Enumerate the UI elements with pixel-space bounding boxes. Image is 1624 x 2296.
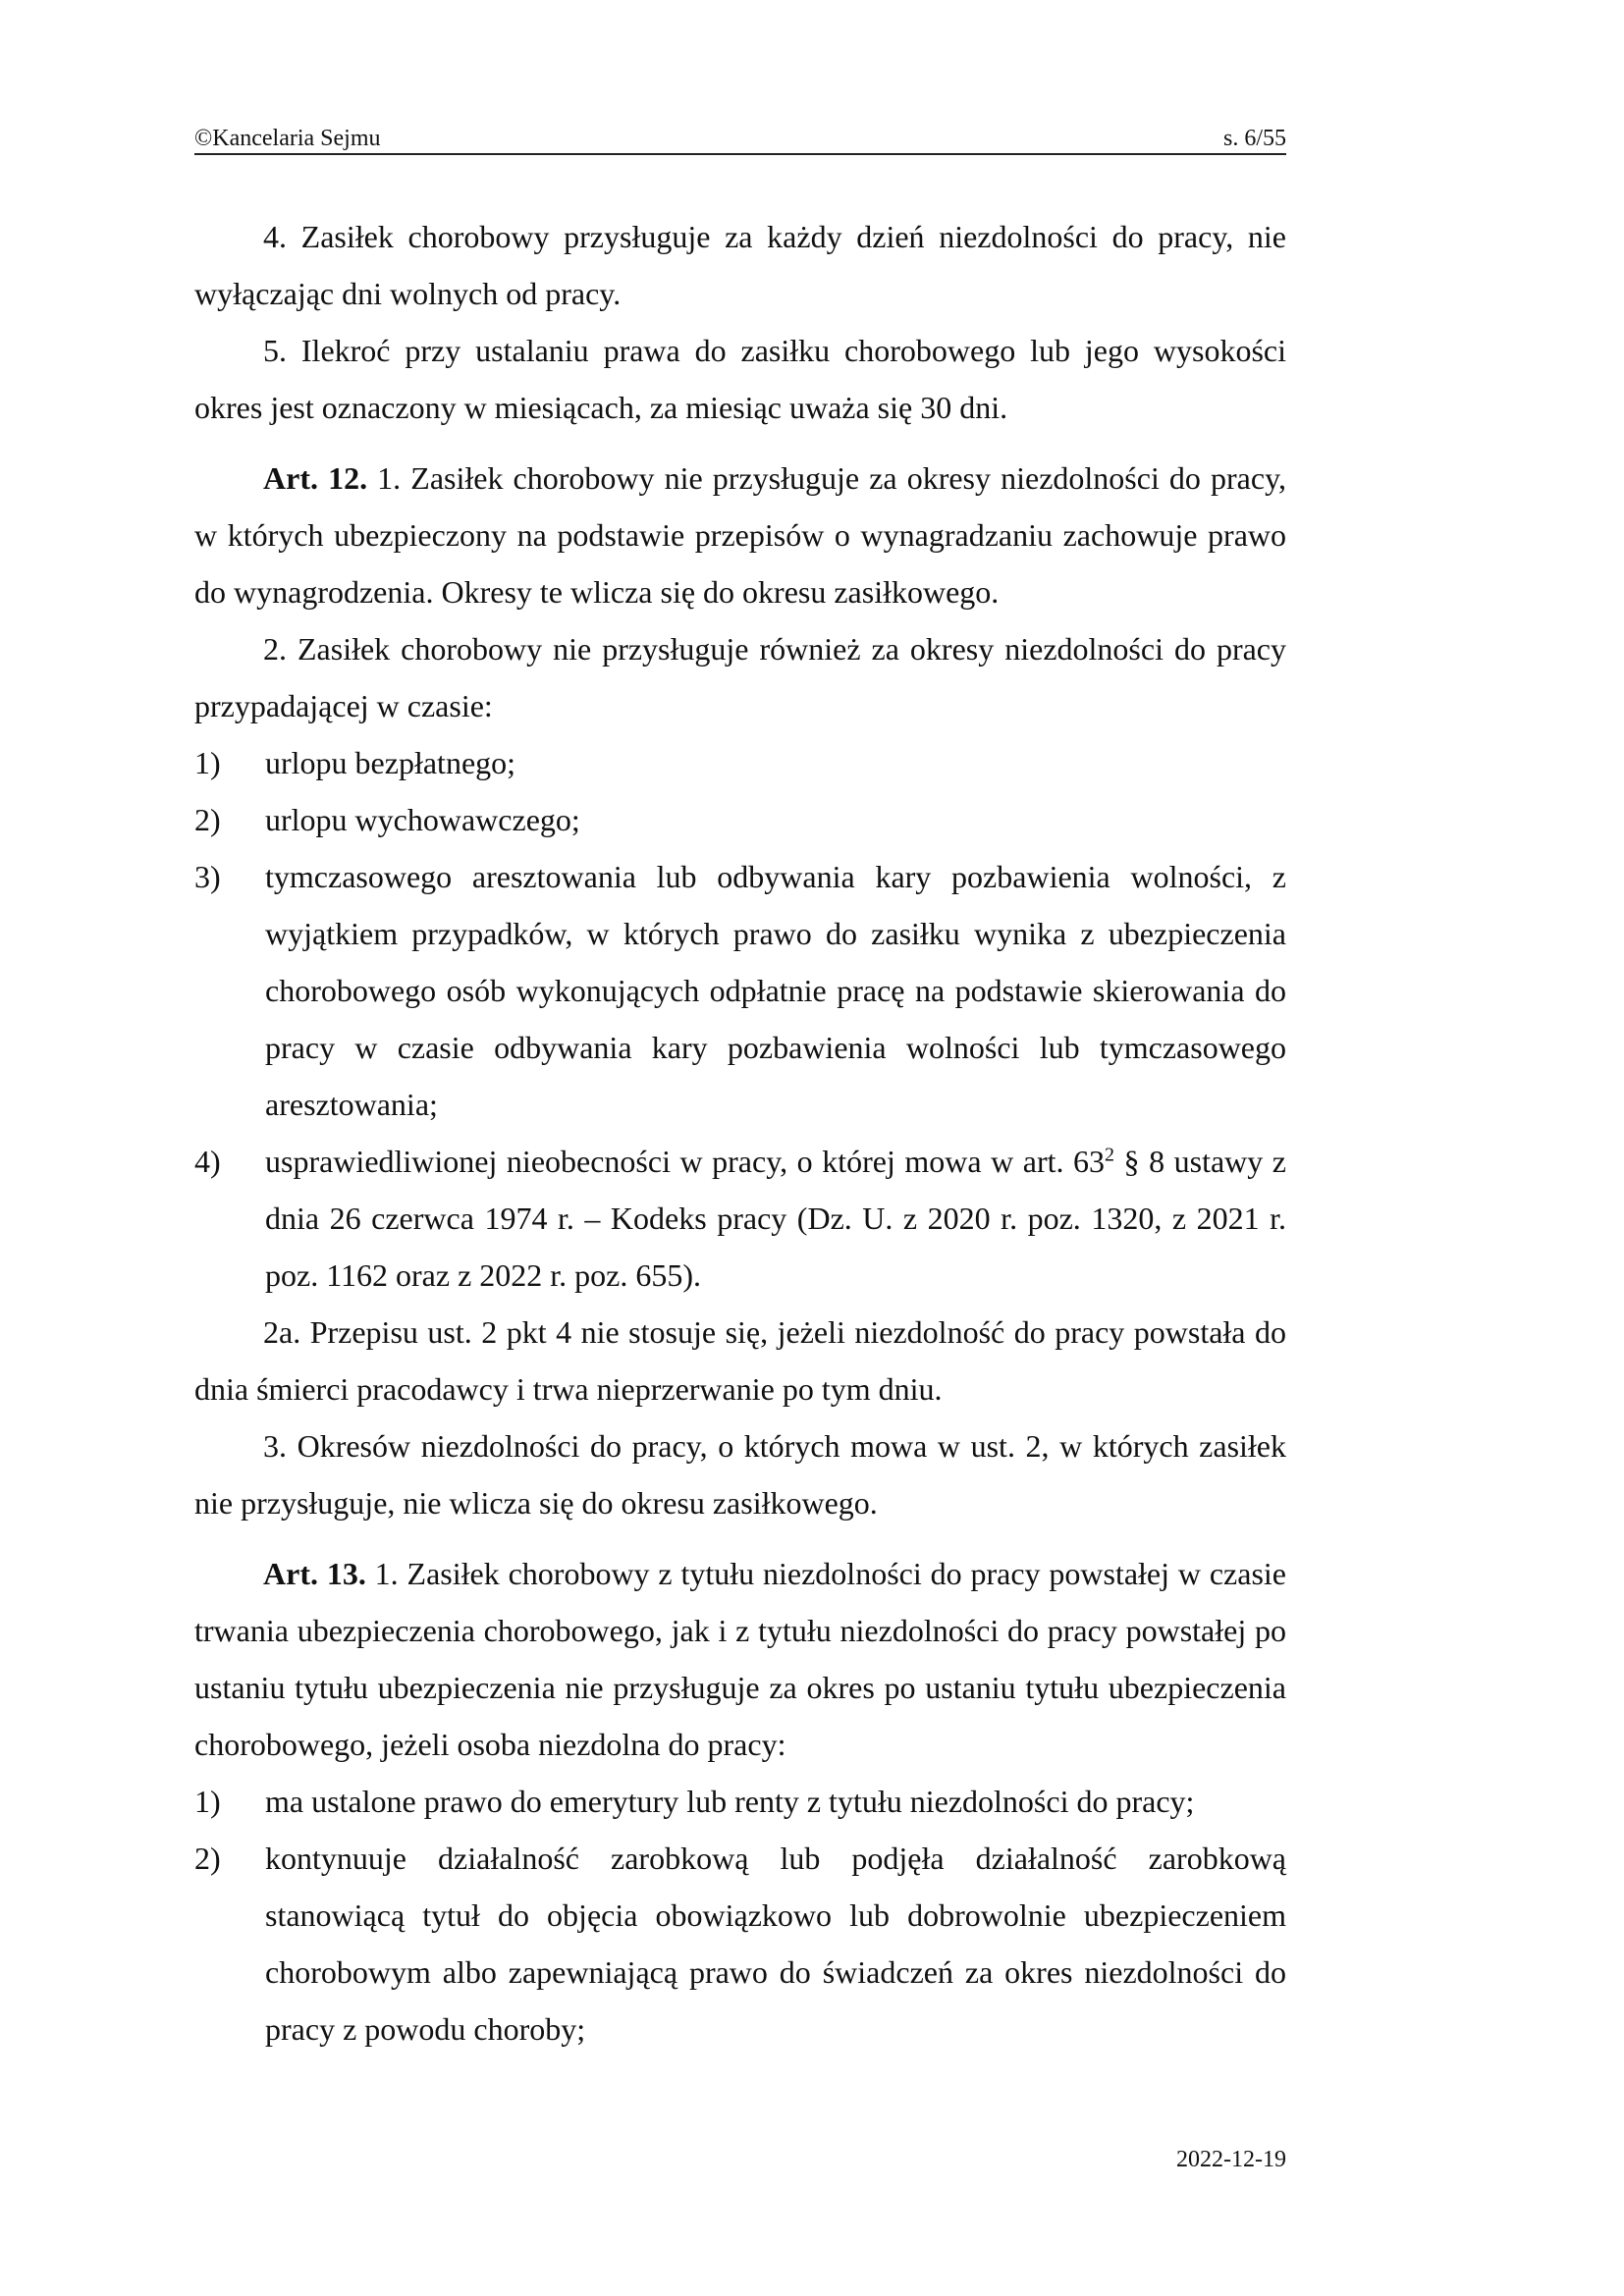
header-page-number: s. 6/55 (1222, 126, 1286, 151)
list-item-number: 2) (194, 802, 221, 837)
list-item-number: 2) (194, 1841, 221, 1876)
art-12-ust-1-text: 1. Zasiłek chorobowy nie przysługuje za okresy niezdolności do pracy, w których ubezpieczony na podstawie przepisów o wynagradzaniu zachowuje prawo do wynagrodzenia. Okresy te wlicza się do okresu zasiłkowego. (194, 460, 1287, 610)
list-item (194, 1773, 1286, 1830)
art-13-ust-1-text: 1. Zasiłek chorobowy z tytułu niezdolności do pracy powstałej w czasie trwania ubezpieczenia chorobowego, jak i z tytułu niezdolności do pracy powstałej po ustaniu tytułu ubezpieczenia nie przysługuje za okres po ustaniu tytułu ubezpieczenia chorobowego, jeżeli osoba niezdolna do pracy: (194, 1556, 1287, 1762)
list-item-text: urlopu bezpłatnego; (265, 745, 516, 780)
paragraph-ust-5: 5. Ilekroć przy ustalaniu prawa do zasiłku chorobowego lub jego wysokości okres jest oznaczony w miesiącach, za miesiąc uważa się 30 dni. (194, 333, 1286, 425)
art-13-paragraph-1 (194, 1545, 1286, 1773)
list-item-text (265, 1133, 1286, 1304)
list-item-number: 1) (194, 745, 221, 780)
art-12-paragraph-2: 2. Zasiłek chorobowy nie przysługuje również za okresy niezdolności do pracy przypadającej w czasie: (194, 631, 1286, 723)
list-item-number: 3) (194, 859, 221, 894)
header-publisher: ©Kancelaria Sejmu (194, 126, 381, 151)
list-item-number: 4) (194, 1144, 221, 1179)
list-item-text: ma ustalone prawo do emerytury lub renty z tytułu niezdolności do pracy; (265, 1784, 1195, 1819)
list-item-text-part-a: usprawiedliwionej nieobecności w pracy, o której mowa w art. 63 (265, 1144, 1106, 1179)
page-footer-date: 2022-12-19 (1176, 2147, 1286, 2172)
list-item (194, 734, 1286, 791)
superscript: 2 (1105, 1144, 1115, 1166)
list-item (194, 1830, 1286, 2057)
list-item-text: urlopu wychowawczego; (265, 802, 580, 837)
paragraph-ust-4: 4. Zasiłek chorobowy przysługuje za każdy dzień niezdolności do pracy, nie wyłączając dni wolnych od pracy. (194, 219, 1286, 311)
art-13-label: Art. 13. (263, 1556, 366, 1591)
art-12-paragraph-2a: 2a. Przepisu ust. 2 pkt 4 nie stosuje się, jeżeli niezdolność do pracy powstała do dnia śmierci pracodawcy i trwa nieprzerwanie po tym dniu. (194, 1314, 1286, 1407)
list-item-text: tymczasowego aresztowania lub odbywania kary pozbawienia wolności, z wyjątkiem przypadków, w których prawo do zasiłku wynika z ubezpieczenia chorobowego osób wykonujących odpłatnie pracę na podstawie skierowania do pracy w czasie odbywania kary pozbawienia wolności lub tymczasowego aresztowania; (265, 859, 1286, 1122)
art-12-label: Art. 12. (263, 460, 368, 496)
list-item-text: kontynuuje działalność zarobkową lub podjęła działalność zarobkową stanowiącą tytuł do objęcia obowiązkowo lub dobrowolnie ubezpieczeniem chorobowym albo zapewniającą prawo do świadczeń za okres niezdolności do pracy z powodu choroby; (265, 1841, 1286, 2047)
list-item (194, 1133, 1286, 1304)
art-12-paragraph-3: 3. Okresów niezdolności do pracy, o których mowa w ust. 2, w których zasiłek nie przysługuje, nie wlicza się do okresu zasiłkowego. (194, 1428, 1286, 1521)
page-header (194, 126, 1286, 155)
art-12-paragraph-1 (194, 450, 1286, 620)
list-item (194, 848, 1286, 1133)
list-item (194, 791, 1286, 848)
list-item-text-part-b: § 8 ustawy z dnia 26 czerwca 1974 r. – Kodeks pracy (Dz. U. z 2020 r. poz. 1320, z 2021 r. poz. 1162 oraz z 2022 r. poz. 655). (265, 1144, 1286, 1293)
document-body (194, 208, 1286, 2057)
list-item-number: 1) (194, 1784, 221, 1819)
